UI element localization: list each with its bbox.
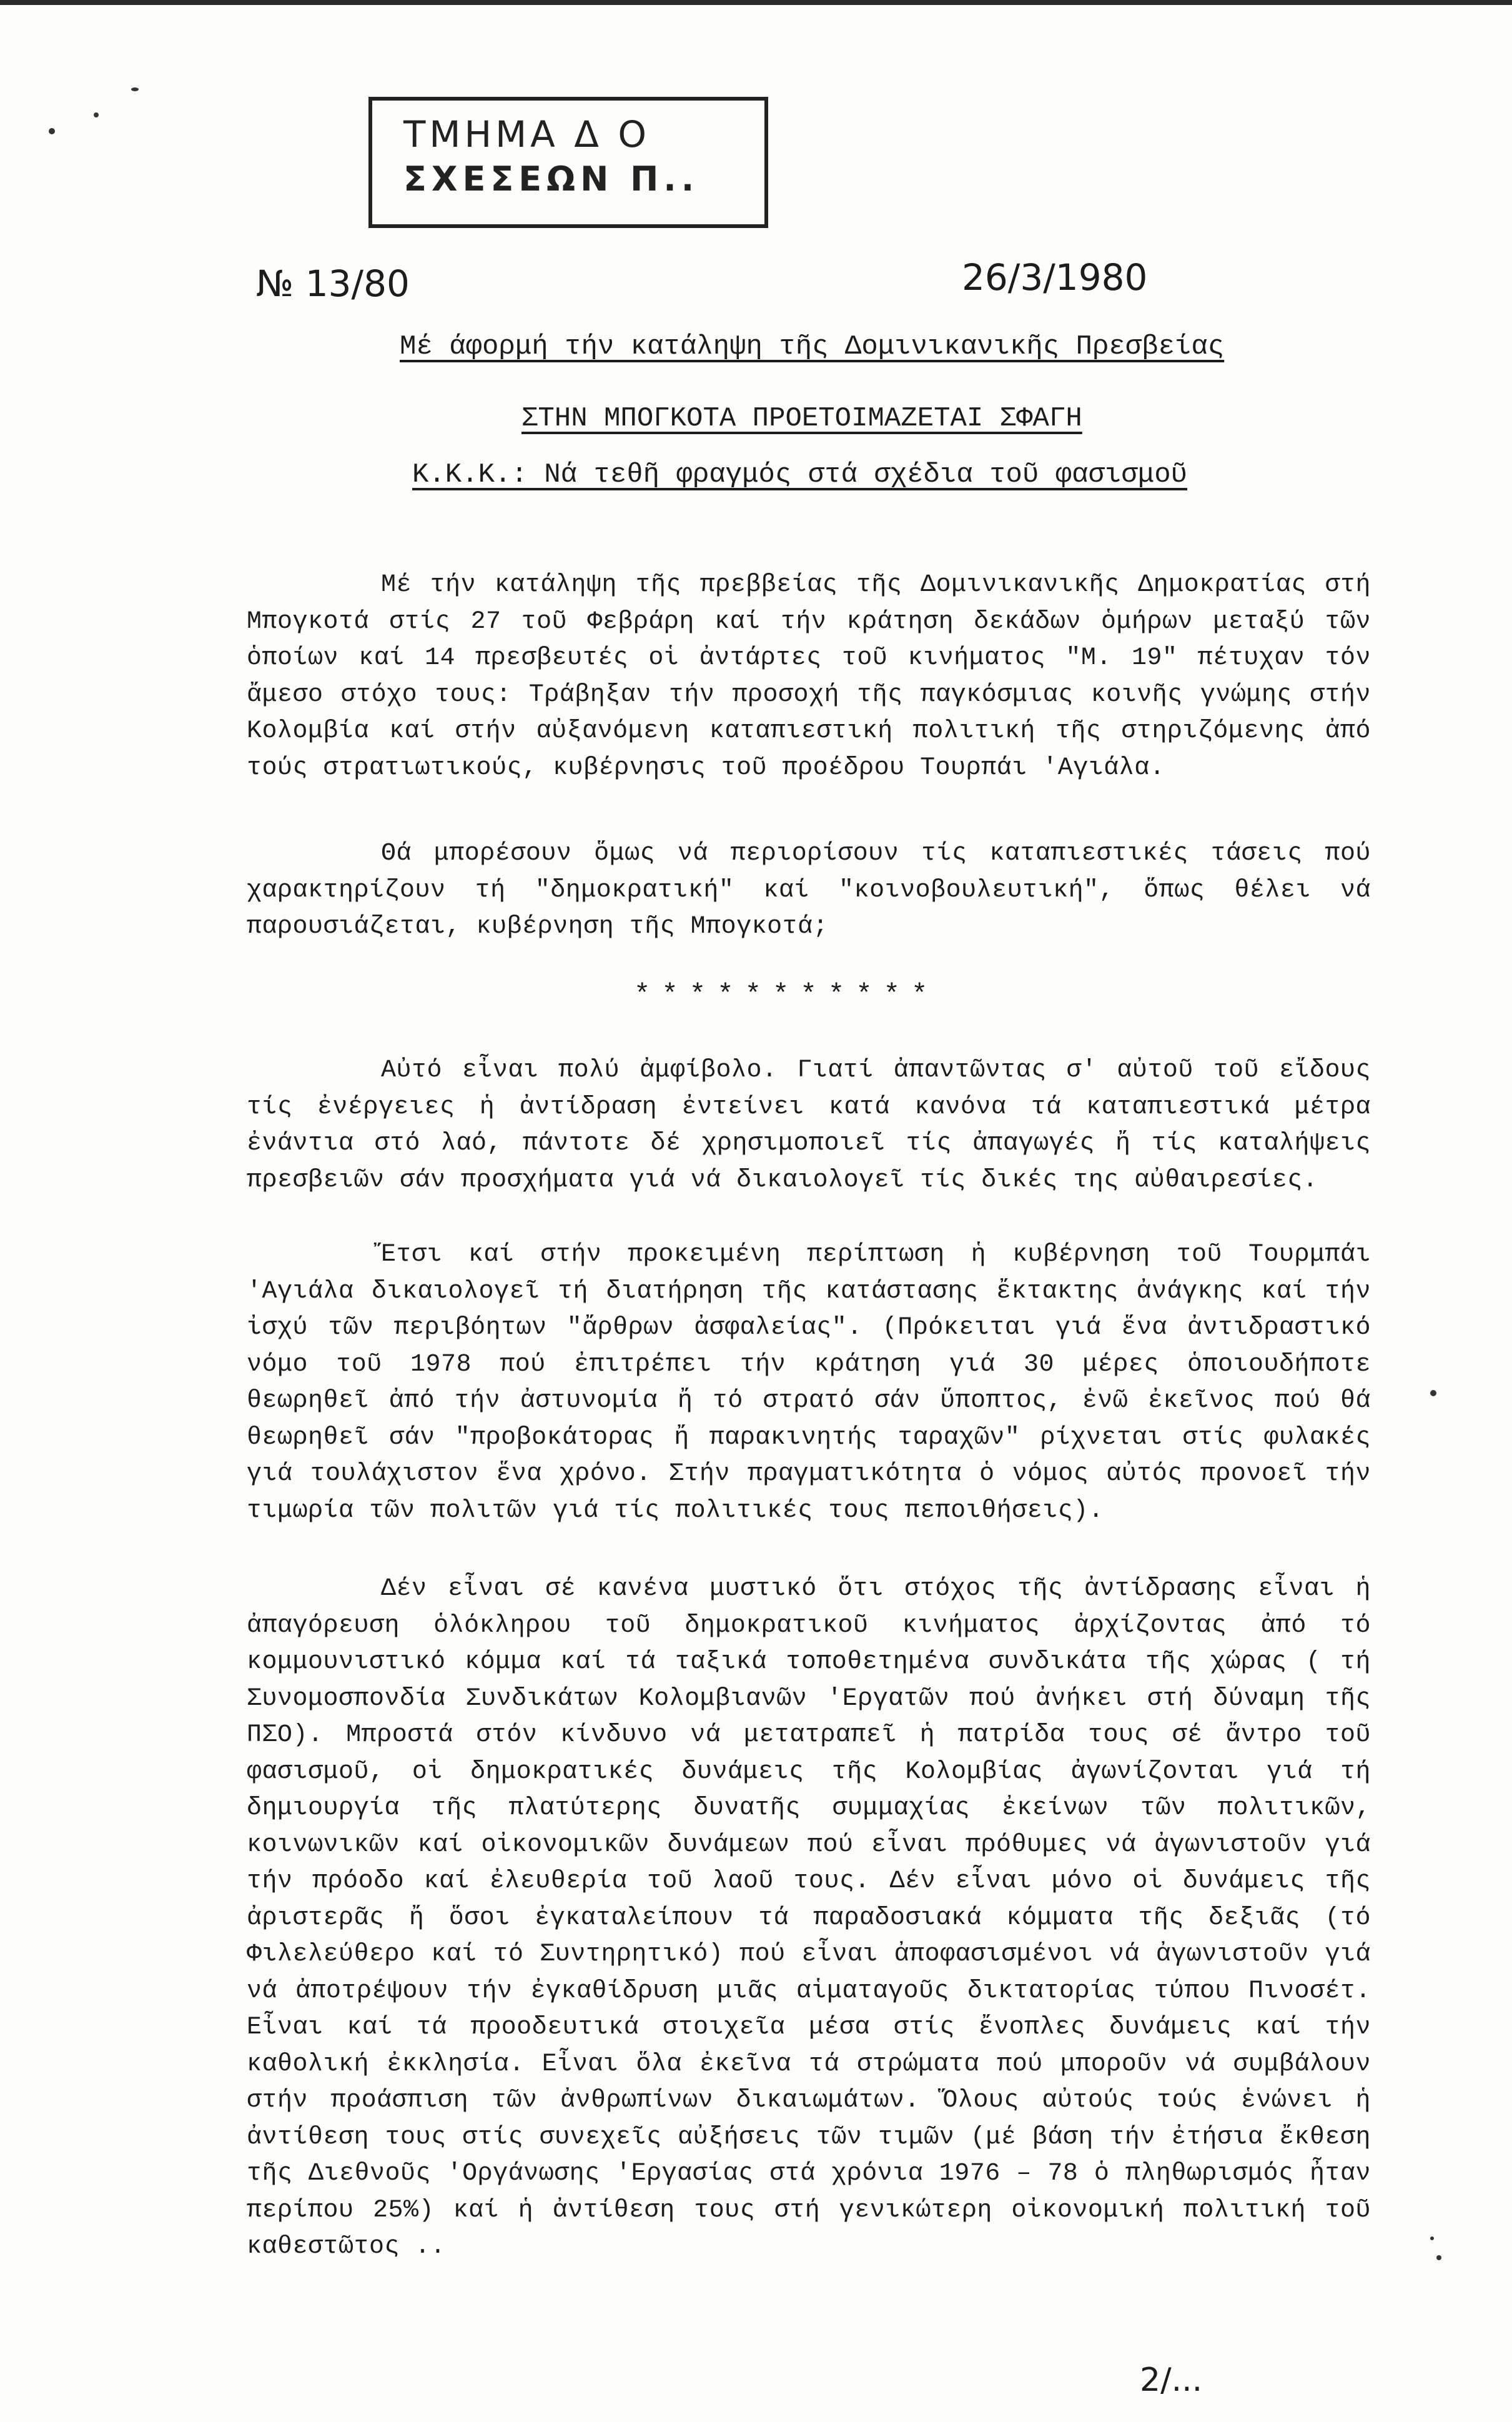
tagline-heading: Κ.Κ.Κ.: Νά τεθῆ φραγμός στά σχέδια τοῦ φασισμοῦ xyxy=(412,459,1188,490)
department-stamp xyxy=(368,97,768,228)
document-number: № 13/80 xyxy=(256,262,410,305)
scan-speck xyxy=(1430,2236,1434,2240)
paragraph-5-text: Δέν εἶναι σέ κανένα μυστικό ὅτι στόχος τῆς ἀντίδρασης εἶναι ἡ ἀπαγόρευση ὁλόκληρου τοῦ δημοκρατικοῦ κινήματος ἀρχίζοντας ἀπό τό κομμουνιστικό κόμμα καί τά ταξικά τοποθετημένα συνδικάτα τῆς χώρας ( τή Συνομοσπονδία Συνδικάτων Κολομβιανῶν 'Εργατῶν πού ἀνήκει στή δύναμη τῆς ΠΣΟ). Μπροστά στόν κίνδυνο νά μετατραπεῖ ἡ πατρίδα τους σέ ἄντρο τοῦ φασισμοῦ, οἱ δημοκρατικές δυνάμεις τῆς Κολομβίας ἀγωνίζονται γιά τή δημιουργία τῆς πλατύτερης δυνατῆς συμμαχίας ἐκείνων τῶν πολιτικῶν, κοινωνικῶν καί οἰκονομικῶν δυνάμεων πού εἶναι πρόθυμες νά ἀγωνιστοῦν γιά τήν πρόοδο καί ἐλευθερία τοῦ λαοῦ τους. Δέν εἶναι μόνο οἱ δυνάμεις τῆς ἀριστερᾶς ἤ ὅσοι ἐγκαταλείπουν τά παραδοσιακά κόμματα τῆς δεξιᾶς (τό Φιλελεύθερο καί τό Συντηρητικό) πού εἶναι ἀποφασισμένοι νά ἀγωνιστοῦν γιά νά ἀποτρέψουν τήν ἐγκαθίδρυση μιᾶς αἱματαγοῦς δικτατορίας τύπου Πινοσέτ. Εἶναι καί τά προοδευτικά στοιχεῖα μέσα στίς ἔνοπλες δυνάμεις καί τήν καθολική ἐκκλησία. Εἶναι ὅλα ἐκεῖνα τά στρώματα πού μποροῦν νά συμβάλουν στήν προάσπιση τῶν ἀνθρωπίνων δικαιωμάτων. Ὅλους αὐτούς τούς ἑνώνει ἡ ἀντίθεση τους στίς συνεχεῖς αὐξήσεις τῶν τιμῶν (μέ βάση τήν ἐτήσια ἔκθεση τῆς Διεθνοῦς 'Οργάνωσης 'Εργασίας στά χρόνια 1976 – 78 ὁ πληθωρισμός ἦταν περίπου 25%) καί ἡ ἀντίθεση τους στή γενικώτερη οἰκονομική πολιτική τοῦ καθεστῶτος .. xyxy=(247,1575,1371,2261)
subject-heading: Μέ άφορμή τήν κατάληψη τῆς Δομινικανικῆς Πρεσβείας xyxy=(400,331,1225,362)
paragraph-1 xyxy=(247,567,1371,787)
paragraph-3-text: Αὐτό εἶναι πολύ ἀμφίβολο. Γιατί ἀπαντῶντας σ' αὐτοῦ τοῦ εἴδους τίς ἐνέργειες ἡ ἀντίδραση ἐντείνει κατά κανόνα τά καταπιεστικά μέτρα ἐνάντια στό λαό, πάντοτε δέ χρησιμοποιεῖ τίς ἀπαγωγές ἤ τίς καταλήψεις πρεσβειῶν σάν προσχήματα γιά νά δικαιολογεῖ τίς δικές της αὐθαιρεσίες. xyxy=(247,1056,1371,1194)
scan-speck xyxy=(94,112,99,117)
scan-speck xyxy=(1436,2255,1441,2260)
paragraph-1-text: Μέ τήν κατάληψη τῆς πρεββείας τῆς Δομινικανικῆς Δημοκρατίας στή Μπογκοτά στίς 27 τοῦ Φεβράρη καί τήν κράτηση δεκάδων ὁμήρων μεταξύ τῶν ὁποίων καί 14 πρεσβευτές οἱ ἀντάρτες τοῦ κινήματος "Μ. 19" πέτυχαν τόν ἄμεσο στόχο τους: Τράβηξαν τήν προσοχή τῆς παγκόσμιας κοινῆς γνώμης στήν Κολομβία καί στήν αὐξανόμενη καταπιεστική πολιτική τῆς στηριζόμενης ἀπό τούς στρατιωτικούς, κυβέρνησις τοῦ προέδρου Τουρπάι 'Αγιάλα. xyxy=(247,571,1371,782)
paragraph-5 xyxy=(247,1571,1371,2266)
paragraph-2-text: Θά μπορέσουν ὅμως νά περιορίσουν τίς καταπιεστικές τάσεις πού χαρακτηρίζουν τή "δημοκρατική" καί "κοινοβουλευτική", ὅπως θέλει νά παρουσιάζεται, κυβέρνηση τῆς Μπογκοτά; xyxy=(247,840,1371,941)
top-border-line xyxy=(0,0,1512,5)
stamp-line-1: ΤΜΗΜΑ Δ Ο xyxy=(403,113,651,156)
document-date: 26/3/1980 xyxy=(962,256,1148,299)
paragraph-2 xyxy=(247,836,1371,946)
title-heading: ΣΤΗΝ ΜΠΟΓΚΟΤΑ ΠΡΟΕΤΟΙΜΑΖΕΤΑΙ ΣΦΑΓΗ xyxy=(521,403,1082,434)
scan-speck xyxy=(131,87,139,91)
paragraph-4 xyxy=(247,1237,1371,1529)
page-continuation-marker: 2/... xyxy=(1140,2361,1203,2399)
paragraph-4-text: Ἔτσι καί στήν προκειμένη περίπτωση ἡ κυβέρνηση τοῦ Τουρμπάι 'Αγιάλα δικαιολογεῖ τή διατήρηση τῆς κατάστασης ἔκτακτης ἀνάγκης καί τήν ἰσχύ τῶν περιβόητων "ἄρθρων ἀσφαλείας". (Πρόκειται γιά ἕνα ἀντιδραστικό νόμο τοῦ 1978 πού ἐπιτρέπει τήν κράτηση γιά 30 μέρες ὁποιουδήποτε θεωρηθεῖ ἀπό τήν ἀστυνομία ἤ τό στρατό σάν ὕποπτος, ἐνῶ ἐκεῖνος πού θά θεωρηθεῖ σάν "προβοκάτορας ἤ παρακινητής ταραχῶν" ρίχνεται στίς φυλακές γιά τουλάχιστον ἕνα χρόνο. Στήν πραγματικότητα ὁ νόμος αὐτός προνοεῖ τήν τιμωρία τῶν πολιτῶν γιά τίς πολιτικές τους πεποιθήσεις). xyxy=(247,1241,1371,1525)
scan-speck xyxy=(1430,1390,1436,1396)
paragraph-3 xyxy=(247,1053,1371,1199)
stamp-line-2: ΣΧΕΣΕΩΝ Π.. xyxy=(403,159,699,199)
section-separator-stars: *********** xyxy=(634,980,939,1011)
scan-speck xyxy=(49,128,55,134)
